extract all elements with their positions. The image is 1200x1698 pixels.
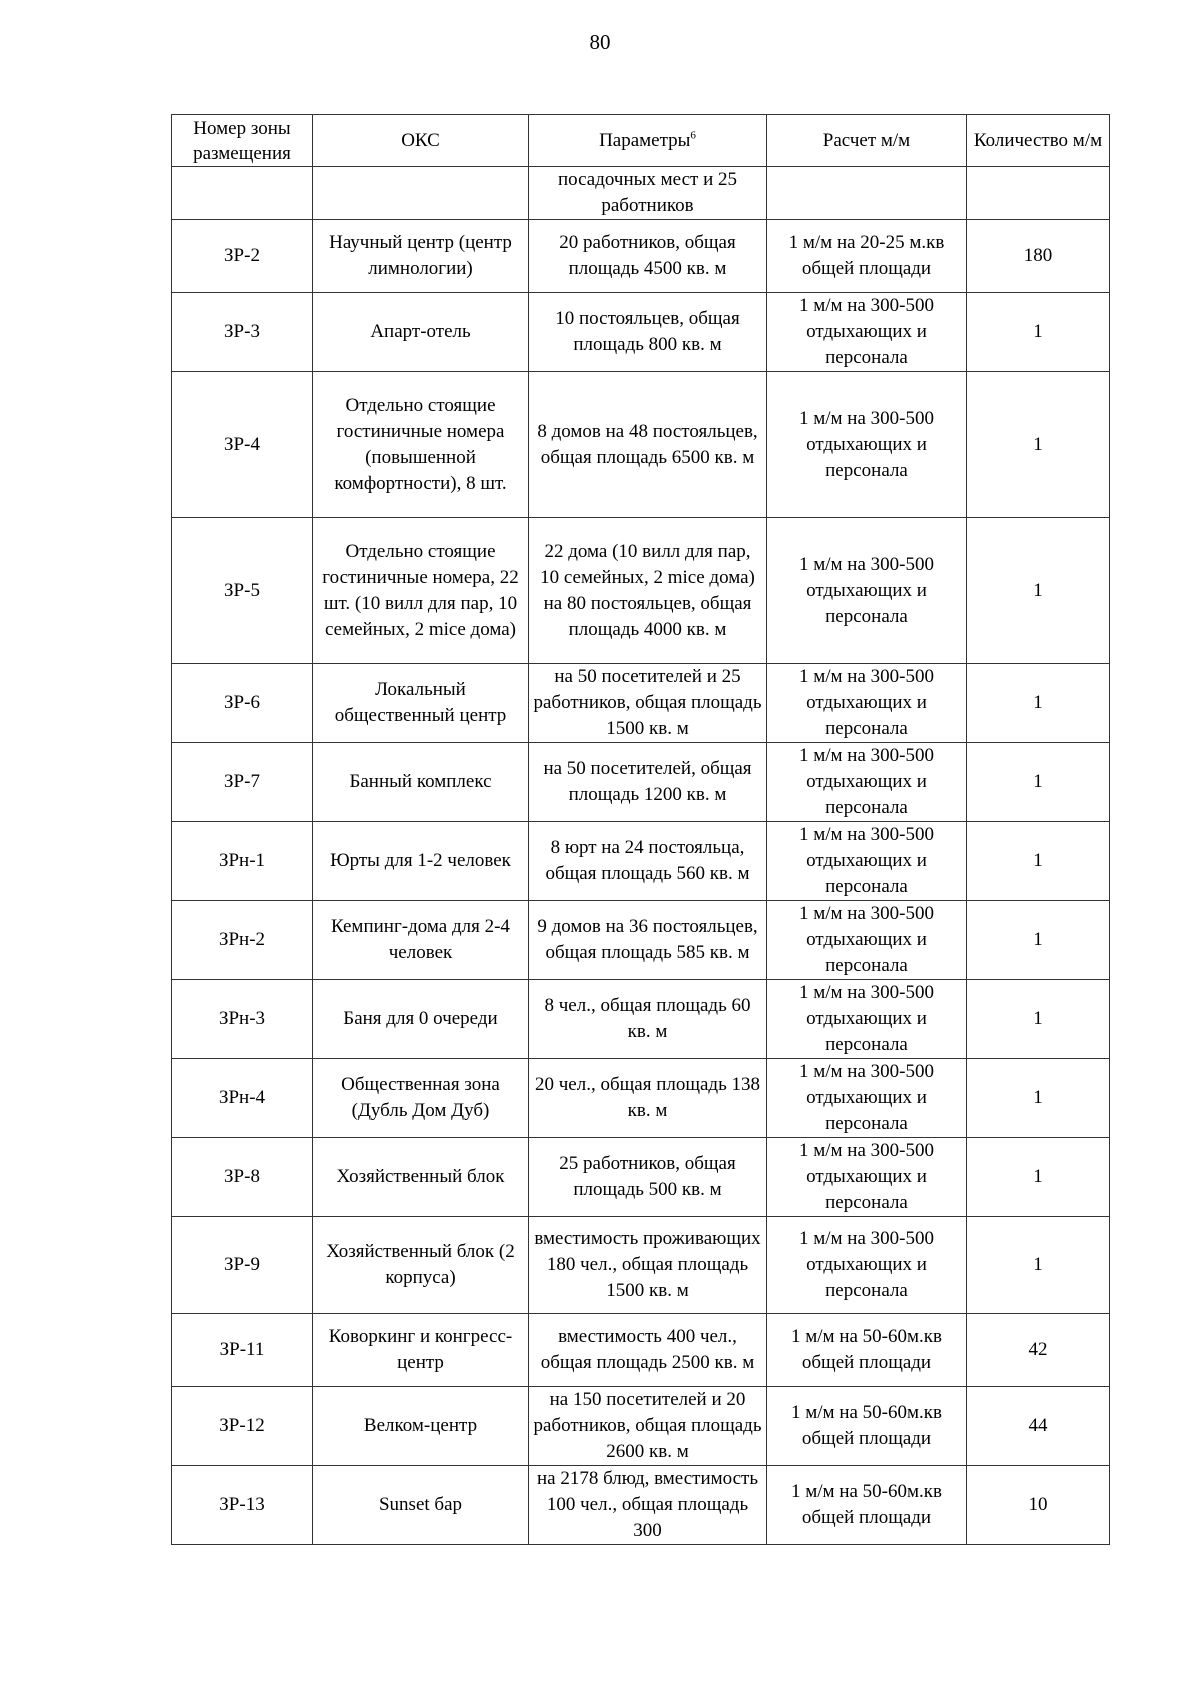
cell-zone: ЗР-6 bbox=[172, 664, 313, 743]
cell-zone: ЗР-8 bbox=[172, 1138, 313, 1217]
header-params-label: Параметры bbox=[599, 130, 691, 151]
cell-calc: 1 м/м на 50-60м.кв общей площади bbox=[767, 1387, 967, 1466]
cell-count: 1 bbox=[967, 518, 1110, 664]
cell-calc: 1 м/м на 300-500 отдыхающих и персонала bbox=[767, 293, 967, 372]
cell-zone: ЗРн-1 bbox=[172, 822, 313, 901]
cell-params: 8 чел., общая площадь 60 кв. м bbox=[529, 980, 767, 1059]
table-row bbox=[172, 372, 1110, 518]
cell-count: 1 bbox=[967, 980, 1110, 1059]
table-row bbox=[172, 664, 1110, 743]
table-row bbox=[172, 167, 1110, 220]
cell-zone: ЗРн-2 bbox=[172, 901, 313, 980]
cell-oks: Отдельно стоящие гостиничные номера, 22 шт. (10 вилл для пар, 10 семейных, 2 mice дома) bbox=[313, 518, 529, 664]
cell-oks: Банный комплекс bbox=[313, 743, 529, 822]
table-row bbox=[172, 518, 1110, 664]
table-row bbox=[172, 743, 1110, 822]
cell-calc: 1 м/м на 300-500 отдыхающих и персонала bbox=[767, 372, 967, 518]
table-body bbox=[172, 167, 1110, 1545]
cell-oks: Велком-центр bbox=[313, 1387, 529, 1466]
cell-params: вместимость проживающих 180 чел., общая площадь 1500 кв. м bbox=[529, 1217, 767, 1314]
footnote-marker: 6 bbox=[690, 129, 696, 142]
cell-count: 1 bbox=[967, 1059, 1110, 1138]
table-header-row bbox=[172, 115, 1110, 167]
cell-oks: Хозяйственный блок (2 корпуса) bbox=[313, 1217, 529, 1314]
cell-zone: ЗР-4 bbox=[172, 372, 313, 518]
cell-count: 10 bbox=[967, 1466, 1110, 1545]
table-row bbox=[172, 1059, 1110, 1138]
cell-params: вместимость 400 чел., общая площадь 2500 кв. м bbox=[529, 1314, 767, 1387]
cell-zone: ЗР-2 bbox=[172, 220, 313, 293]
cell-zone bbox=[172, 167, 313, 220]
cell-calc: 1 м/м на 300-500 отдыхающих и персонала bbox=[767, 518, 967, 664]
cell-count: 42 bbox=[967, 1314, 1110, 1387]
cell-oks: Общественная зона (Дубль Дом Дуб) bbox=[313, 1059, 529, 1138]
cell-params: 8 юрт на 24 постояльца, общая площадь 560 кв. м bbox=[529, 822, 767, 901]
cell-oks: Отдельно стоящие гостиничные номера (повышенной комфортности), 8 шт. bbox=[313, 372, 529, 518]
cell-oks: Кемпинг-дома для 2-4 человек bbox=[313, 901, 529, 980]
cell-calc: 1 м/м на 300-500 отдыхающих и персонала bbox=[767, 822, 967, 901]
table-row bbox=[172, 980, 1110, 1059]
cell-params: 8 домов на 48 постояльцев, общая площадь 6500 кв. м bbox=[529, 372, 767, 518]
table-row bbox=[172, 293, 1110, 372]
parking-calculation-table bbox=[171, 114, 1110, 1545]
cell-calc: 1 м/м на 50-60м.кв общей площади bbox=[767, 1314, 967, 1387]
cell-oks bbox=[313, 167, 529, 220]
table-row bbox=[172, 1387, 1110, 1466]
cell-params: 20 чел., общая площадь 138 кв. м bbox=[529, 1059, 767, 1138]
cell-oks: Баня для 0 очереди bbox=[313, 980, 529, 1059]
cell-count: 1 bbox=[967, 743, 1110, 822]
cell-zone: ЗР-12 bbox=[172, 1387, 313, 1466]
header-count: Количество м/м bbox=[967, 115, 1110, 167]
cell-calc: 1 м/м на 300-500 отдыхающих и персонала bbox=[767, 1217, 967, 1314]
cell-zone: ЗР-7 bbox=[172, 743, 313, 822]
cell-count bbox=[967, 167, 1110, 220]
header-params bbox=[529, 115, 767, 167]
cell-zone: ЗР-9 bbox=[172, 1217, 313, 1314]
table-row bbox=[172, 1138, 1110, 1217]
cell-params: 10 постояльцев, общая площадь 800 кв. м bbox=[529, 293, 767, 372]
cell-zone: ЗР-13 bbox=[172, 1466, 313, 1545]
cell-calc: 1 м/м на 20-25 м.кв общей площади bbox=[767, 220, 967, 293]
cell-calc: 1 м/м на 300-500 отдыхающих и персонала bbox=[767, 1138, 967, 1217]
cell-count: 1 bbox=[967, 1217, 1110, 1314]
cell-oks: Коворкинг и конгресс-центр bbox=[313, 1314, 529, 1387]
cell-count: 1 bbox=[967, 901, 1110, 980]
cell-oks: Апарт-отель bbox=[313, 293, 529, 372]
cell-oks: Юрты для 1-2 человек bbox=[313, 822, 529, 901]
cell-count: 1 bbox=[967, 822, 1110, 901]
cell-calc: 1 м/м на 300-500 отдыхающих и персонала bbox=[767, 980, 967, 1059]
cell-count: 1 bbox=[967, 372, 1110, 518]
cell-params: на 50 посетителей, общая площадь 1200 кв. м bbox=[529, 743, 767, 822]
cell-params: 9 домов на 36 постояльцев, общая площадь 585 кв. м bbox=[529, 901, 767, 980]
header-zone: Номер зоны размещения bbox=[172, 115, 313, 167]
cell-zone: ЗРн-3 bbox=[172, 980, 313, 1059]
cell-calc: 1 м/м на 300-500 отдыхающих и персонала bbox=[767, 664, 967, 743]
cell-calc bbox=[767, 167, 967, 220]
cell-oks: Sunset бар bbox=[313, 1466, 529, 1545]
cell-params: 25 работников, общая площадь 500 кв. м bbox=[529, 1138, 767, 1217]
cell-count: 180 bbox=[967, 220, 1110, 293]
cell-calc: 1 м/м на 300-500 отдыхающих и персонала bbox=[767, 1059, 967, 1138]
cell-zone: ЗР-11 bbox=[172, 1314, 313, 1387]
table-row bbox=[172, 220, 1110, 293]
cell-calc: 1 м/м на 50-60м.кв общей площади bbox=[767, 1466, 967, 1545]
cell-zone: ЗР-5 bbox=[172, 518, 313, 664]
cell-calc: 1 м/м на 300-500 отдыхающих и персонала bbox=[767, 901, 967, 980]
page-number: 80 bbox=[589, 30, 611, 54]
table-row bbox=[172, 1314, 1110, 1387]
cell-params: на 2178 блюд, вместимость 100 чел., общая площадь 300 bbox=[529, 1466, 767, 1545]
cell-oks: Научный центр (центр лимнологии) bbox=[313, 220, 529, 293]
cell-oks: Локальный общественный центр bbox=[313, 664, 529, 743]
table-row bbox=[172, 822, 1110, 901]
cell-oks: Хозяйственный блок bbox=[313, 1138, 529, 1217]
table-row bbox=[172, 1217, 1110, 1314]
cell-params: посадочных мест и 25 работников bbox=[529, 167, 767, 220]
cell-count: 44 bbox=[967, 1387, 1110, 1466]
table-row bbox=[172, 1466, 1110, 1545]
table-row bbox=[172, 901, 1110, 980]
cell-params: 20 работников, общая площадь 4500 кв. м bbox=[529, 220, 767, 293]
cell-count: 1 bbox=[967, 293, 1110, 372]
cell-params: на 50 посетителей и 25 работников, общая площадь 1500 кв. м bbox=[529, 664, 767, 743]
header-oks: ОКС bbox=[313, 115, 529, 167]
cell-count: 1 bbox=[967, 1138, 1110, 1217]
cell-params: 22 дома (10 вилл для пар, 10 семейных, 2 mice дома) на 80 постояльцев, общая площадь 4000 кв. м bbox=[529, 518, 767, 664]
header-calc: Расчет м/м bbox=[767, 115, 967, 167]
cell-zone: ЗРн-4 bbox=[172, 1059, 313, 1138]
cell-zone: ЗР-3 bbox=[172, 293, 313, 372]
cell-count: 1 bbox=[967, 664, 1110, 743]
cell-calc: 1 м/м на 300-500 отдыхающих и персонала bbox=[767, 743, 967, 822]
cell-params: на 150 посетителей и 20 работников, общая площадь 2600 кв. м bbox=[529, 1387, 767, 1466]
